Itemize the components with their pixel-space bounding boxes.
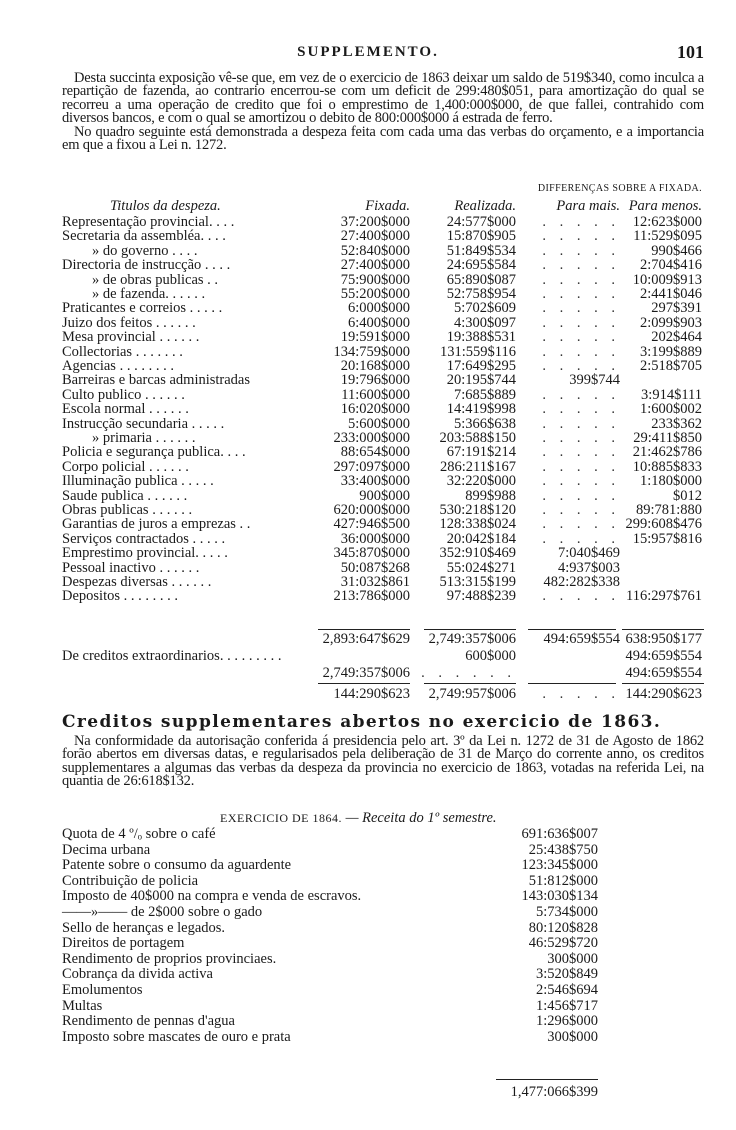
revenue-value: 25:438$750 [528,841,598,858]
fixada-value: 427:946$500 [333,516,410,533]
table-rule [424,629,516,630]
para-menos-value: 299:608$476 [625,516,702,533]
row-title: Saude publica . . . . . . [62,487,188,504]
fixada-value: 20:168$000 [340,358,410,374]
revenue-label: Imposto sobre mascates de ouro e prata [62,1028,291,1045]
realizada-value: 286:211$167 [440,458,516,475]
fixada-value: 55:200$000 [340,286,410,302]
realizada-value: 203:588$150 [439,430,516,446]
realizada-value: 24:577$000 [446,214,516,230]
realizada-value: 4:300$097 [453,314,516,331]
para-menos-value: 21:462$786 [632,444,702,461]
realizada-value: 128:338$024 [439,516,516,533]
revenue-row [62,919,704,936]
fixada-value: 297:097$000 [333,458,410,475]
realizada-value: 19:388$531 [446,329,516,346]
para-mais-value: . . . . . [542,358,620,374]
table-rule [318,683,410,684]
row-title: Despezas diversas . . . . . . [62,574,212,590]
realizada-value: 131:559$116 [440,343,516,360]
para-mais-value: . . . . . [542,473,620,490]
table-intro-text: No quadro seguinte está demonstrada a despeza feita com cada uma das verbas do orçamento, e a importancia em que a fixou a Lei n. 1272. [62,123,704,154]
fixada-value: 19:591$000 [340,329,410,346]
para-mais-value: . . . . . [542,401,620,418]
row-title: Obras publicas . . . . . . [62,502,193,518]
para-menos-value: 144:290$623 [625,686,702,702]
para-mais-value: . . . . . [542,386,620,403]
table-row [62,230,704,243]
para-mais-value: . . . . . [542,228,620,245]
row-title: Pessoal inactivo . . . . . . [62,559,200,576]
revenue-total-rule [496,1079,598,1080]
para-menos-value: 2:099$903 [639,314,702,331]
fixada-value: 36:000$000 [340,530,410,547]
row-title: Depositos . . . . . . . . [62,588,178,605]
revenue-row [62,997,704,1014]
revenue-row [62,828,704,841]
row-title: Corpo policial . . . . . . [62,458,189,475]
row-title: Collectorias . . . . . . . [62,343,183,360]
revenue-label: Patente sobre o consumo da aguardente [62,857,292,874]
revenue-label: Multas [62,997,103,1014]
intro-text: Desta succinta exposição vê-se que, em vez de o exercicio de 1863 deixar um saldo de 519$340, como inculca a repartição de fazenda, ao contrario encerrou-se com um deficit de 299:480$051, para amortização do qual se recorreu a uma operação de credito que foi o emprestimo de 1,400:000$000, de que fallei, contrahido com diversos bancos, e com o qual se amortizou o debito de 800:000$000 á estrada de ferro. [62,70,704,127]
para-menos-value: 494:659$554 [625,648,702,664]
table-rule [528,629,616,630]
table-row [62,331,704,344]
table-row [62,374,704,387]
page-number: 101 [677,42,704,62]
revenue-row [62,859,704,872]
row-title: Secretaria da assembléa. . . . [62,228,226,245]
para-menos-value: 12:623$000 [632,214,702,230]
para-menos-value: 2:704$416 [639,257,702,274]
revenue-value: 691:636$007 [521,826,598,842]
para-mais-value: . . . . . [542,686,620,702]
revenue-value: 1:296$000 [535,1013,598,1030]
revenue-row [62,890,704,903]
para-mais-value: . . . . . [542,502,620,518]
table-row [62,458,704,475]
fixada-value: 6:000$000 [347,300,410,317]
table-row [62,242,704,259]
realizada-value: 2,749:957$006 [428,686,516,702]
realizada-value: 530:218$120 [439,502,516,518]
section-paragraph-text: Na conformidade da autorisação conferida á presidencia pelo art. 3º da Lei n. 1272 de 31 de Agosto de 1862 forão abertos em diversas datas, e regularisados pela deliberação de 31 de Março do corrente anno, os creditos supplementares a algumas das verbas da despeza da provincia no exercicio de 1863, votadas na referida Lei, na quantia de 26:618$132. [62,733,704,790]
revenue-label: Sello de heranças e legados. [62,919,226,936]
para-mais-value: . . . . . [542,257,620,274]
revenue-value: 123:345$000 [521,857,598,874]
para-menos-value: 2:441$046 [639,286,702,302]
row-title: » primaria . . . . . . [92,430,196,446]
fixada-value: 27:400$000 [340,257,410,274]
revenue-row [62,841,704,858]
row-title: Serviços contractados . . . . . [62,530,226,547]
table-row [62,386,704,403]
revenue-value: 1:456$717 [535,997,598,1014]
table-row [62,446,704,459]
fixada-value: 213:786$000 [333,588,410,605]
revenue-title [220,810,497,827]
table-row [62,216,704,229]
fixada-value: 16:020$000 [340,401,410,418]
table-row [62,475,704,488]
revenue-label: Contribuição de policia [62,872,199,889]
revenue-total-row [62,1086,704,1099]
realizada-value: 20:042$184 [446,530,516,547]
para-menos-value: 10:009$913 [632,271,702,288]
fixada-value: 27:400$000 [340,228,410,245]
realizada-value: 32:220$000 [446,473,516,490]
row-title: » do governo . . . . [92,242,198,259]
para-mais-value: . . . . . [542,444,620,461]
realizada-value: 67:191$214 [446,444,516,461]
realizada-value: 14:419$998 [446,401,516,418]
row-title: Illuminação publica . . . . . [62,473,214,490]
revenue-label: Emolumentos [62,982,143,998]
fixada-value: 144:290$623 [333,686,410,702]
table-rule [622,683,704,684]
para-menos-value: 89:781:880 [635,502,702,518]
revenue-value: 300$000 [547,1028,598,1045]
row-title: Agencias . . . . . . . . [62,358,174,374]
table-row [62,590,704,603]
realizada-value: 5:366$638 [453,415,516,432]
para-menos-value: 494:659$554 [625,665,702,681]
table-row [62,487,704,504]
revenue-row [62,950,704,967]
table-row [62,288,704,301]
para-menos-value: 1:600$002 [639,401,702,418]
para-menos-value: 297$391 [651,300,702,317]
fixada-value: 2,749:357$006 [322,665,410,681]
fixada-value: 75:900$000 [340,271,410,288]
realizada-value: 51:849$534 [446,242,516,259]
realizada-value: 65:890$087 [446,271,516,288]
table-row [62,576,704,589]
para-menos-value: 3:199$889 [639,343,702,360]
table-row [62,403,704,416]
table-rule [622,629,704,630]
table-row [62,559,704,576]
row-title: Emprestimo provincial. . . . . [62,545,228,562]
para-mais-value: 7:040$469 [557,545,620,562]
revenue-label: Imposto de 40$000 na compra e venda de escravos. [62,888,362,905]
fixada-value: 31:032$861 [340,574,410,590]
para-mais-value: . . . . . [542,415,620,432]
fixada-value: 6:400$000 [347,314,410,331]
table-rule [424,683,516,684]
para-menos-value: 1:180$000 [639,473,702,490]
col-header-realizada: Realizada. [454,198,516,214]
fixada-value: 900$000 [359,487,410,504]
table-row [62,343,704,360]
para-menos-value: 2:518$705 [639,358,702,374]
para-mais-value: 494:659$554 [543,631,620,647]
realizada-value: 2,749:357$006 [428,631,516,647]
revenue-label: ——»—— de 2$000 sobre o gado [62,904,263,920]
row-title: » de obras publicas . . [92,271,219,288]
para-mais-value: . . . . . [542,588,620,605]
fixada-value: 50:087$268 [340,559,410,576]
col-header-titulos: Titulos da despeza. [110,198,221,214]
table-header-row [62,200,704,213]
para-mais-value: 4:937$003 [557,559,620,576]
para-mais-value: . . . . . [542,458,620,475]
revenue-row [62,872,704,889]
para-mais-value: . . . . . [542,242,620,259]
realizada-value: 600$000 [465,648,516,664]
revenue-row [62,937,704,950]
realizada-value: 17:649$295 [446,358,516,374]
revenue-value: 2:546$694 [535,982,598,998]
para-mais-value: . . . . . [542,516,620,533]
revenue-row [62,984,704,997]
extraordinary-credits-row [62,650,704,663]
realizada-value: 24:695$584 [446,257,516,274]
revenue-label: Decima urbana [62,841,151,858]
row-title: Culto publico . . . . . . [62,386,185,403]
para-mais-value: . . . . . [542,329,620,346]
fixada-value: 37:200$000 [340,214,410,230]
row-title: Mesa provincial . . . . . . [62,329,200,346]
revenue-label: Direitos de portagem [62,935,185,952]
col-header-para-mais: Para mais. [556,198,620,214]
row-title: Policia e segurança publica. . . . [62,444,246,461]
fixada-value: 52:840$000 [340,242,410,259]
realizada-value: 15:870$905 [446,228,516,245]
row-title: Instrucção secundaria . . . . . [62,415,225,432]
fixada-value: 33:400$000 [340,473,410,490]
table-row [62,415,704,432]
para-mais-value: . . . . . [542,530,620,547]
row-title: Directoria de instrucção . . . . [62,257,231,274]
para-mais-value: 399$744 [569,372,620,389]
realizada-value: 899$988 [465,487,516,504]
revenue-value: 300$000 [547,950,598,967]
realizada-value: 52:758$954 [446,286,516,302]
realizada-value: 7:685$889 [453,386,516,403]
para-menos-value: 3:914$111 [641,386,702,403]
row-title: » de fazenda. . . . . . [92,286,206,302]
revenue-label: Rendimento de proprios provinciaes. [62,950,277,967]
revenue-row [62,968,704,981]
col-header-para-menos: Para menos. [628,198,702,214]
fixada-value: 345:870$000 [333,545,410,562]
section-paragraph [62,735,704,789]
realizada-value: 97:488$239 [446,588,516,605]
table-row [62,314,704,331]
para-menos-value: 116:297$761 [626,588,702,605]
revenue-total: 1,477:066$399 [510,1084,598,1100]
table-row [62,259,704,272]
revenue-value: 143:030$134 [521,888,598,905]
para-mais-value: . . . . . [542,271,620,288]
para-mais-value: . . . . . [542,214,620,230]
para-mais-value: . . . . . [542,343,620,360]
para-menos-value: 11:529$095 [633,228,702,245]
revenue-label: Quota de 4 º/ₒ sobre o café [62,826,216,842]
row-title: Representação provincial. . . . [62,214,235,230]
fixada-value: 2,893:647$629 [322,631,410,647]
table-row [62,432,704,445]
para-mais-value: . . . . . [542,430,620,446]
row-title: Praticantes e correios . . . . . [62,300,223,317]
row-title: Garantias de juros a emprezas . . [62,516,251,533]
fixada-value: 11:600$000 [341,386,410,403]
table-rule [318,629,410,630]
para-menos-value: 202$464 [651,329,702,346]
row-title: Juizo dos feitos . . . . . . [62,314,196,331]
fixada-value: 134:759$000 [333,343,410,360]
fixada-value: 88:654$000 [340,444,410,461]
row-title: Barreiras e barcas administradas [62,372,251,389]
fixada-value: 5:600$000 [347,415,410,432]
table-row [62,360,704,373]
table-rule [528,683,616,684]
para-menos-value: 233$362 [651,415,702,432]
realizada-value: 20:195$744 [446,372,516,389]
revenue-row [62,906,704,919]
revenue-value: 3:520$849 [535,966,598,983]
para-mais-value: . . . . . [542,314,620,331]
revenue-value: 46:529$720 [528,935,598,952]
revenue-label: Rendimento de pennas d'agua [62,1013,235,1030]
row-title: Escola normal . . . . . . [62,401,189,418]
para-mais-value: . . . . . [542,286,620,302]
realizada-value: . . . . . . [421,665,516,681]
revenue-value: 5:734$000 [535,904,598,920]
para-menos-value: 990$466 [651,242,702,259]
revenue-title-caps: EXERCICIO DE 1864. [220,811,342,825]
realizada-value: 5:702$609 [453,300,516,317]
table-row [62,530,704,547]
fixada-value: 620:000$000 [333,502,410,518]
para-mais-value: 482:282$338 [543,574,620,590]
fixada-value: 19:796$000 [340,372,410,389]
realizada-value: 513:315$199 [439,574,516,590]
section-heading: Creditos supplementares abertos no exercicio de 1863. [62,712,662,732]
table-row [62,271,704,288]
page-header-title: SUPPLEMENTO. [297,44,439,60]
para-menos-value: $012 [673,487,702,504]
para-menos-value: 638:950$177 [625,631,702,647]
revenue-title-italic: — Receita do 1º semestre. [345,810,497,826]
para-menos-value: 29:411$850 [633,430,702,446]
para-menos-value: 15:957$816 [632,530,702,547]
revenue-value: 80:120$828 [528,919,598,936]
intro-paragraph [62,72,704,152]
table-row [62,547,704,560]
revenue-row [62,1015,704,1028]
final-row [62,688,704,701]
totals-row [62,633,704,646]
revenue-label: Cobrança da divida activa [62,966,213,983]
row-title: De creditos extraordinarios. . . . . . . . . [62,648,282,664]
differences-group-header: DIFFERENÇAS SOBRE A FIXADA. [537,183,702,194]
table-row [62,518,704,531]
table-row [62,302,704,315]
para-mais-value: . . . . . [542,300,620,317]
para-menos-value: 10:885$833 [632,458,702,475]
table-row [62,504,704,517]
realizada-value: 352:910$469 [439,545,516,562]
revenue-value: 51:812$000 [528,872,598,889]
fixada-value: 233:000$000 [333,430,410,446]
revenue-row [62,1028,704,1045]
realizada-value: 55:024$271 [446,559,516,576]
subtotal-row [62,667,704,680]
col-header-fixada: Fixada. [365,198,410,214]
para-mais-value: . . . . . [542,487,620,504]
